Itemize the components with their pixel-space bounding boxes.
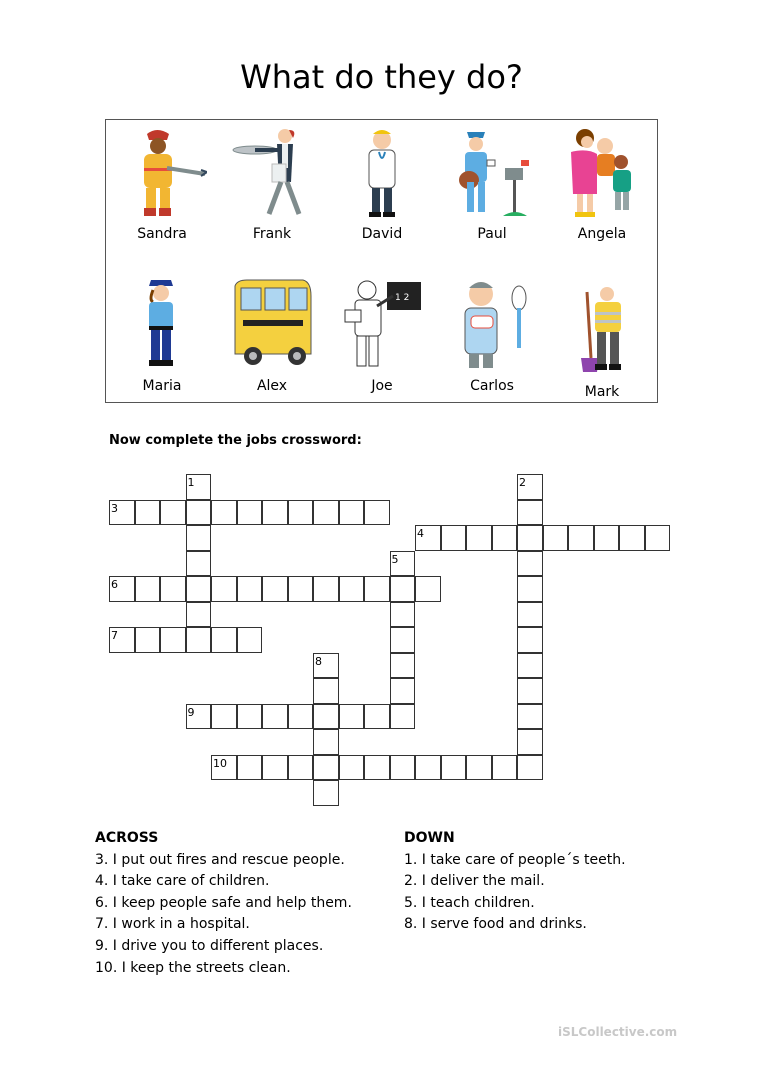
crossword-cell[interactable] [211,627,237,653]
clue-number: 2 [519,476,526,489]
clue-number: 4 [417,527,424,540]
crossword-cell[interactable] [466,755,492,781]
crossword-cell[interactable] [313,576,339,602]
crossword-cell[interactable] [135,500,161,526]
crossword-cell[interactable] [262,576,288,602]
crossword-cell[interactable] [517,729,543,755]
down-clues [404,828,626,936]
clue-down-1: 1. I take care of people´s teeth. [404,851,626,868]
crossword-cell[interactable] [390,602,416,628]
crossword-cell[interactable] [313,780,339,806]
person-mark [548,282,656,400]
crossword-cell[interactable] [390,755,416,781]
crossword-cell[interactable] [517,627,543,653]
crossword-cell[interactable] [211,500,237,526]
person-carlos [438,276,546,394]
clue-number: 9 [187,705,195,719]
crossword-cell[interactable] [160,576,186,602]
crossword-cell[interactable] [313,729,339,755]
doctor-icon [337,124,427,224]
crossword-cell[interactable] [390,627,416,653]
crossword-cell[interactable] [364,576,390,602]
crossword-cell[interactable] [237,755,263,781]
crossword-cell[interactable] [364,755,390,781]
svg-text:1 2: 1 2 [395,293,410,303]
crossword-cell[interactable] [517,602,543,628]
clue-number: 7 [111,629,118,642]
crossword-cell[interactable] [415,576,441,602]
clue-across-4: 4. I take care of children. [95,873,270,890]
person-name: Mark [584,384,620,400]
crossword-cell[interactable] [415,755,441,781]
mailman-icon [447,124,537,224]
crossword-cell[interactable] [186,525,212,551]
crossword-cell[interactable] [313,704,339,730]
crossword-cell[interactable] [288,755,314,781]
crossword-cell[interactable] [594,525,620,551]
crossword-cell[interactable] [645,525,671,551]
person-angela [548,124,656,242]
crossword-cell[interactable] [288,704,314,730]
crossword-cell[interactable] [237,704,263,730]
crossword-cell[interactable] [186,602,212,628]
person-frank [218,124,326,242]
crossword-cell[interactable] [390,576,416,602]
crossword-cell[interactable] [135,576,161,602]
person-name: Sandra [137,226,187,242]
crossword-cell[interactable] [288,500,314,526]
crossword-cell[interactable] [364,704,390,730]
crossword-cell[interactable] [313,755,339,781]
clue-across-3: 3. I put out fires and rescue people. [95,851,345,868]
school-bus-icon [227,276,317,376]
watermark-text: iSLCollective.com [558,1025,678,1039]
crossword-cell[interactable] [313,500,339,526]
crossword-cell[interactable] [237,627,263,653]
crossword-cell[interactable] [517,500,543,526]
crossword-cell[interactable] [390,653,416,679]
crossword-cell[interactable] [262,704,288,730]
crossword-cell[interactable] [517,653,543,679]
crossword-cell[interactable] [390,678,416,704]
crossword-cell[interactable] [364,500,390,526]
crossword-cell[interactable] [543,525,569,551]
crossword-cell[interactable] [186,551,212,577]
crossword-cell[interactable] [262,500,288,526]
clue-number: 10 [213,756,227,770]
street-sweeper-icon [557,282,647,382]
worksheet-title: What do they do? [240,58,523,96]
crossword-cell[interactable] [517,678,543,704]
crossword-cell[interactable] [186,627,212,653]
crossword-cell[interactable] [262,755,288,781]
person-name: Carlos [470,378,514,394]
crossword-cell[interactable] [186,500,212,526]
clue-across-6: 6. I keep people safe and help them. [95,894,352,911]
babysitter-icon [557,124,647,224]
person-maria [108,276,216,394]
crossword-cell[interactable] [466,525,492,551]
pictures-panel [105,119,658,403]
firefighter-icon [117,124,207,224]
person-name: Angela [577,226,627,242]
crossword-cell[interactable] [517,551,543,577]
crossword-cell[interactable] [313,678,339,704]
crossword-cell[interactable] [237,500,263,526]
clue-number: 6 [111,578,118,591]
crossword-cell[interactable] [517,576,543,602]
crossword-cell[interactable] [517,755,543,781]
crossword-cell[interactable] [339,576,365,602]
instruction-text: Now complete the jobs crossword: [109,433,362,448]
person-name: David [361,226,403,242]
crossword-cell[interactable] [160,627,186,653]
clue-number: 8 [315,654,322,668]
crossword-cell[interactable] [492,525,518,551]
person-name: Alex [256,378,288,394]
person-alex [218,276,326,394]
clue-number: 1 [187,476,195,489]
crossword-cell[interactable] [339,500,365,526]
teacher-icon [337,276,427,376]
crossword-cell[interactable] [339,704,365,730]
crossword-cell[interactable] [492,755,518,781]
crossword-cell[interactable] [517,525,543,551]
clue-across-10: 10. I keep the streets clean. [95,959,291,976]
clue-down-8: 8. I serve food and drinks. [404,916,587,933]
person-joe [328,276,436,394]
clue-across-9: 9. I drive you to different places. [95,937,324,954]
clue-across-7: 7. I work in a hospital. [95,916,250,933]
crossword-cell[interactable] [135,627,161,653]
crossword-cell[interactable] [339,755,365,781]
person-sandra [108,124,216,242]
person-paul [438,124,546,242]
police-officer-icon [117,276,207,376]
clue-down-5: 5. I teach children. [404,894,535,911]
clue-number: 5 [391,552,399,566]
crossword-cell[interactable] [186,576,212,602]
clue-number: 3 [111,501,118,515]
crossword-cell[interactable] [237,576,263,602]
person-david [328,124,436,242]
across-clues [95,828,352,979]
person-name: Maria [142,378,182,394]
crossword-cell[interactable] [211,576,237,602]
crossword-cell[interactable] [517,704,543,730]
person-name: Joe [371,378,393,394]
down-heading: DOWN [404,830,455,846]
crossword-cell[interactable] [619,525,645,551]
crossword-cell[interactable] [390,704,416,730]
clue-down-2: 2. I deliver the mail. [404,873,545,890]
crossword-cell[interactable] [211,704,237,730]
across-heading: ACROSS [95,830,159,846]
dentist-icon [447,276,537,376]
crossword-cell[interactable] [441,525,467,551]
person-name: Frank [252,226,292,242]
crossword-cell[interactable] [568,525,594,551]
waiter-icon [227,124,317,224]
crossword-cell[interactable] [160,500,186,526]
crossword-cell[interactable] [441,755,467,781]
crossword-cell[interactable] [288,576,314,602]
person-name: Paul [477,226,507,242]
